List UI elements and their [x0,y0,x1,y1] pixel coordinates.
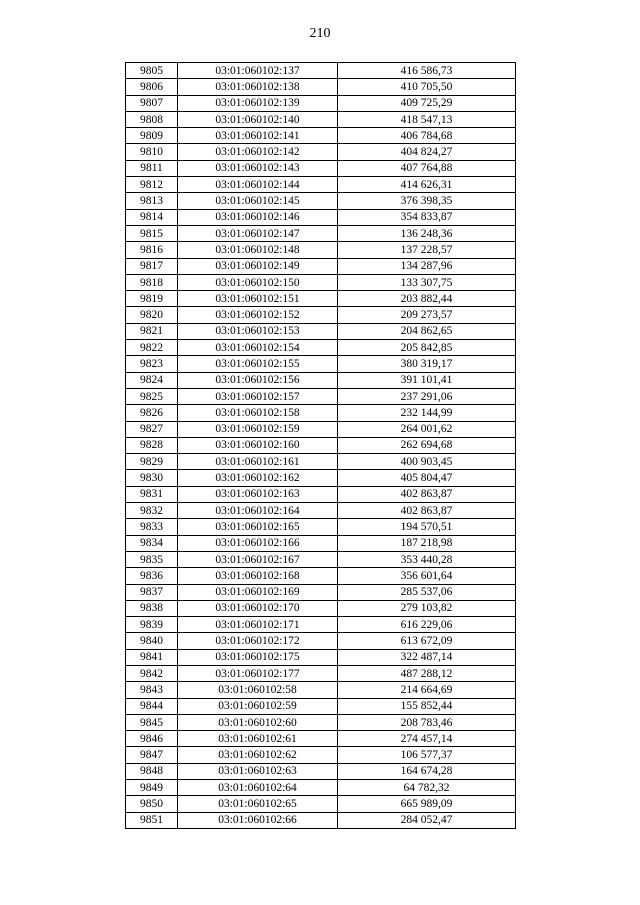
row-index-cell: 9817 [126,258,178,274]
value-cell: 106 577,37 [338,747,516,763]
row-index-cell: 9816 [126,242,178,258]
row-index-cell: 9812 [126,177,178,193]
value-cell: 665 989,09 [338,796,516,812]
table-row [126,405,516,421]
value-cell: 137 228,57 [338,242,516,258]
cadastral-number-cell: 03:01:060102:164 [178,503,338,519]
cadastral-number-cell: 03:01:060102:157 [178,388,338,404]
value-cell: 194 570,51 [338,519,516,535]
table-row [126,600,516,616]
row-index-cell: 9808 [126,111,178,127]
value-cell: 322 487,14 [338,649,516,665]
table-row [126,633,516,649]
table-row [126,340,516,356]
table-row [126,747,516,763]
cadastral-number-cell: 03:01:060102:163 [178,486,338,502]
row-index-cell: 9827 [126,421,178,437]
cadastral-number-cell: 03:01:060102:166 [178,535,338,551]
cadastral-number-cell: 03:01:060102:171 [178,617,338,633]
value-cell: 409 725,29 [338,95,516,111]
cadastral-number-cell: 03:01:060102:148 [178,242,338,258]
value-cell: 209 273,57 [338,307,516,323]
row-index-cell: 9849 [126,780,178,796]
value-cell: 418 547,13 [338,111,516,127]
value-cell: 613 672,09 [338,633,516,649]
table-row [126,421,516,437]
value-cell: 204 862,65 [338,323,516,339]
value-cell: 354 833,87 [338,209,516,225]
row-index-cell: 9820 [126,307,178,323]
table-row [126,682,516,698]
row-index-cell: 9829 [126,454,178,470]
cadastral-number-cell: 03:01:060102:58 [178,682,338,698]
table-row [126,356,516,372]
row-index-cell: 9838 [126,600,178,616]
cadastral-number-cell: 03:01:060102:172 [178,633,338,649]
cadastral-number-cell: 03:01:060102:61 [178,731,338,747]
table-row [126,242,516,258]
table-row [126,535,516,551]
table-row [126,698,516,714]
cadastral-number-cell: 03:01:060102:165 [178,519,338,535]
value-cell: 133 307,75 [338,274,516,290]
table-row [126,454,516,470]
row-index-cell: 9837 [126,584,178,600]
table-row [126,128,516,144]
table-row [126,209,516,225]
value-cell: 264 001,62 [338,421,516,437]
cadastral-number-cell: 03:01:060102:62 [178,747,338,763]
cadastral-table [125,62,516,829]
table-row [126,763,516,779]
cadastral-number-cell: 03:01:060102:150 [178,274,338,290]
cadastral-number-cell: 03:01:060102:60 [178,714,338,730]
cadastral-number-cell: 03:01:060102:158 [178,405,338,421]
value-cell: 205 842,85 [338,340,516,356]
cadastral-number-cell: 03:01:060102:156 [178,372,338,388]
row-index-cell: 9823 [126,356,178,372]
value-cell: 416 586,73 [338,63,516,79]
value-cell: 274 457,14 [338,731,516,747]
cadastral-number-cell: 03:01:060102:137 [178,63,338,79]
value-cell: 402 863,87 [338,486,516,502]
table-row [126,307,516,323]
table-row [126,193,516,209]
cadastral-number-cell: 03:01:060102:159 [178,421,338,437]
table-row [126,388,516,404]
row-index-cell: 9851 [126,812,178,828]
value-cell: 407 764,88 [338,160,516,176]
value-cell: 414 626,31 [338,177,516,193]
cadastral-number-cell: 03:01:060102:154 [178,340,338,356]
row-index-cell: 9844 [126,698,178,714]
table-row [126,323,516,339]
cadastral-number-cell: 03:01:060102:149 [178,258,338,274]
row-index-cell: 9822 [126,340,178,356]
row-index-cell: 9846 [126,731,178,747]
table-row [126,144,516,160]
cadastral-number-cell: 03:01:060102:146 [178,209,338,225]
row-index-cell: 9807 [126,95,178,111]
value-cell: 285 537,06 [338,584,516,600]
cadastral-number-cell: 03:01:060102:140 [178,111,338,127]
cadastral-number-cell: 03:01:060102:66 [178,812,338,828]
value-cell: 380 319,17 [338,356,516,372]
table-row [126,486,516,502]
cadastral-number-cell: 03:01:060102:141 [178,128,338,144]
cadastral-number-cell: 03:01:060102:63 [178,763,338,779]
value-cell: 402 863,87 [338,503,516,519]
cadastral-number-cell: 03:01:060102:59 [178,698,338,714]
table-row [126,551,516,567]
cadastral-number-cell: 03:01:060102:167 [178,551,338,567]
table-row [126,372,516,388]
table-row [126,177,516,193]
row-index-cell: 9814 [126,209,178,225]
cadastral-number-cell: 03:01:060102:138 [178,79,338,95]
row-index-cell: 9828 [126,437,178,453]
value-cell: 208 783,46 [338,714,516,730]
row-index-cell: 9832 [126,503,178,519]
row-index-cell: 9819 [126,291,178,307]
value-cell: 405 804,47 [338,470,516,486]
row-index-cell: 9821 [126,323,178,339]
cadastral-number-cell: 03:01:060102:64 [178,780,338,796]
cadastral-number-cell: 03:01:060102:139 [178,95,338,111]
table-row [126,470,516,486]
value-cell: 356 601,64 [338,568,516,584]
table-row [126,584,516,600]
row-index-cell: 9831 [126,486,178,502]
row-index-cell: 9840 [126,633,178,649]
value-cell: 410 705,50 [338,79,516,95]
table-row [126,731,516,747]
row-index-cell: 9830 [126,470,178,486]
table-row [126,63,516,79]
table-row [126,796,516,812]
cadastral-number-cell: 03:01:060102:170 [178,600,338,616]
cadastral-number-cell: 03:01:060102:162 [178,470,338,486]
cadastral-number-cell: 03:01:060102:155 [178,356,338,372]
table-row [126,111,516,127]
value-cell: 232 144,99 [338,405,516,421]
table-row [126,649,516,665]
value-cell: 616 229,06 [338,617,516,633]
cadastral-number-cell: 03:01:060102:169 [178,584,338,600]
cadastral-number-cell: 03:01:060102:153 [178,323,338,339]
row-index-cell: 9836 [126,568,178,584]
row-index-cell: 9805 [126,63,178,79]
cadastral-number-cell: 03:01:060102:160 [178,437,338,453]
table-row [126,160,516,176]
row-index-cell: 9826 [126,405,178,421]
row-index-cell: 9834 [126,535,178,551]
value-cell: 279 103,82 [338,600,516,616]
value-cell: 237 291,06 [338,388,516,404]
row-index-cell: 9824 [126,372,178,388]
row-index-cell: 9806 [126,79,178,95]
value-cell: 284 052,47 [338,812,516,828]
row-index-cell: 9809 [126,128,178,144]
row-index-cell: 9841 [126,649,178,665]
value-cell: 64 782,32 [338,780,516,796]
row-index-cell: 9848 [126,763,178,779]
row-index-cell: 9835 [126,551,178,567]
cadastral-table-container [125,62,515,829]
cadastral-number-cell: 03:01:060102:151 [178,291,338,307]
cadastral-number-cell: 03:01:060102:145 [178,193,338,209]
value-cell: 391 101,41 [338,372,516,388]
row-index-cell: 9825 [126,388,178,404]
table-row [126,95,516,111]
value-cell: 155 852,44 [338,698,516,714]
value-cell: 400 903,45 [338,454,516,470]
cadastral-number-cell: 03:01:060102:175 [178,649,338,665]
value-cell: 487 288,12 [338,665,516,681]
value-cell: 376 398,35 [338,193,516,209]
row-index-cell: 9815 [126,225,178,241]
value-cell: 203 882,44 [338,291,516,307]
row-index-cell: 9847 [126,747,178,763]
value-cell: 134 287,96 [338,258,516,274]
table-row [126,258,516,274]
value-cell: 136 248,36 [338,225,516,241]
table-row [126,617,516,633]
page-number: 210 [309,26,331,41]
table-row [126,812,516,828]
value-cell: 353 440,28 [338,551,516,567]
value-cell: 214 664,69 [338,682,516,698]
value-cell: 187 218,98 [338,535,516,551]
table-row [126,274,516,290]
cadastral-number-cell: 03:01:060102:65 [178,796,338,812]
table-row [126,437,516,453]
cadastral-number-cell: 03:01:060102:152 [178,307,338,323]
cadastral-number-cell: 03:01:060102:177 [178,665,338,681]
table-row [126,780,516,796]
table-row [126,291,516,307]
table-row [126,714,516,730]
value-cell: 406 784,68 [338,128,516,144]
value-cell: 262 694,68 [338,437,516,453]
cadastral-number-cell: 03:01:060102:142 [178,144,338,160]
row-index-cell: 9811 [126,160,178,176]
cadastral-number-cell: 03:01:060102:143 [178,160,338,176]
table-body [126,63,516,829]
row-index-cell: 9850 [126,796,178,812]
row-index-cell: 9810 [126,144,178,160]
cadastral-number-cell: 03:01:060102:147 [178,225,338,241]
table-row [126,665,516,681]
row-index-cell: 9839 [126,617,178,633]
value-cell: 164 674,28 [338,763,516,779]
table-row [126,503,516,519]
value-cell: 404 824,27 [338,144,516,160]
cadastral-number-cell: 03:01:060102:168 [178,568,338,584]
row-index-cell: 9833 [126,519,178,535]
row-index-cell: 9843 [126,682,178,698]
row-index-cell: 9845 [126,714,178,730]
table-row [126,568,516,584]
table-row [126,225,516,241]
cadastral-number-cell: 03:01:060102:144 [178,177,338,193]
row-index-cell: 9813 [126,193,178,209]
table-row [126,79,516,95]
cadastral-number-cell: 03:01:060102:161 [178,454,338,470]
row-index-cell: 9842 [126,665,178,681]
row-index-cell: 9818 [126,274,178,290]
table-row [126,519,516,535]
